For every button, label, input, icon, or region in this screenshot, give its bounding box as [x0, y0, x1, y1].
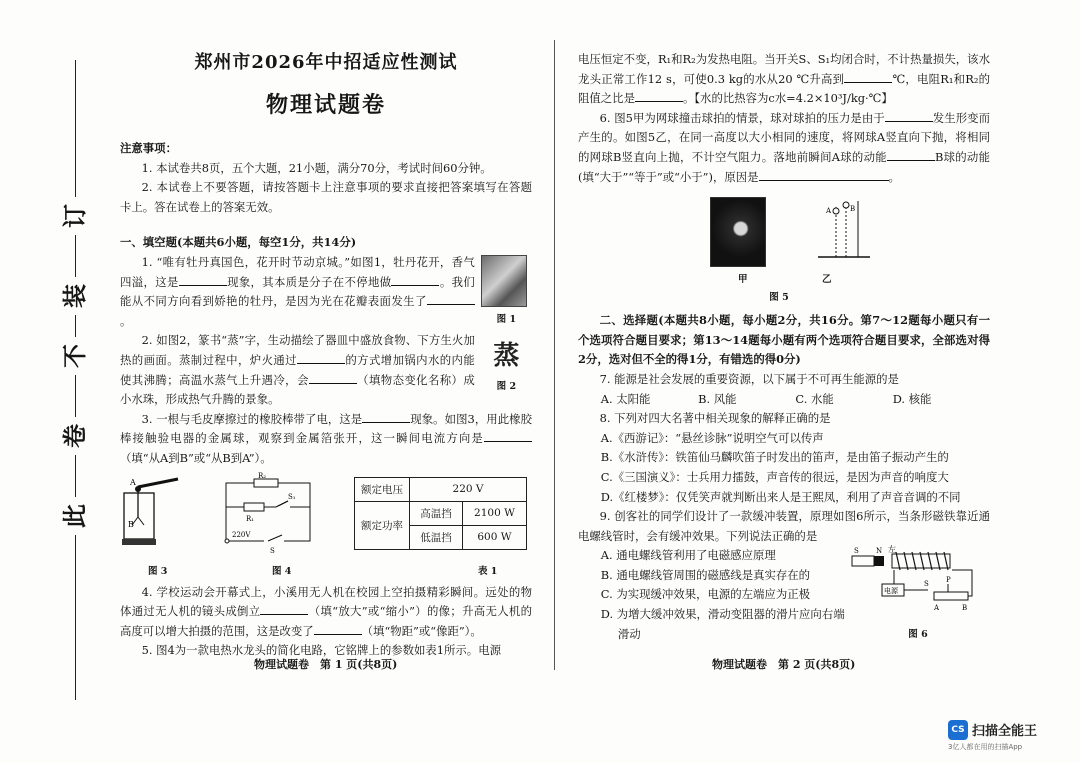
binding-char: 此 [57, 497, 93, 535]
answer-blank[interactable] [362, 410, 410, 423]
notice-item: 2. 本试卷上不要答题，请按答题卡上注意事项的要求直接把答案填写在答题卡上。答在试卷上的答案无效。 [120, 180, 532, 214]
answer-blank[interactable] [427, 292, 475, 305]
q1-q2-text [120, 253, 475, 410]
option-d[interactable]: D. 核能 [892, 391, 932, 406]
table-cell: 额定功率 [355, 501, 410, 549]
question-1: 1. “唯有牡丹真国色，花开时节动京城。”如图1，牡丹花开，香气四溢，这是 现象，其本质是分子在不停地做 。我们能从不同方向看到娇艳的牡丹，是因为光在花瓣表面发生了。 [120, 254, 475, 328]
question-4: 4. 学校运动会开幕式上，小溪用无人机在校园上空拍摄精彩瞬间。远处的物体通过无人机的镜头成倒立 （填“放大”或“缩小”）的像；升高无人机的高度可以增大拍摄的范围，这是改变了 （填“物距”或“像距”）。 [120, 584, 532, 638]
table-cell: 2100 W [462, 501, 526, 525]
label-left: 左 [888, 545, 896, 555]
option-c[interactable]: C. 水能 [795, 391, 834, 406]
label-b: B [128, 519, 134, 529]
label-a: A [130, 477, 136, 487]
question-5: 5. 图4为一款电热水龙头的简化电路，它铭牌上的参数如表1所示。电源 [141, 643, 501, 658]
label-b: B [850, 205, 856, 214]
answer-blank[interactable] [309, 371, 357, 384]
option-d-continued: 滑动 [617, 626, 641, 641]
figs-3-4-table [120, 471, 532, 565]
section-2-heading: 二、选择题(本题共8小题，每小题2分，共16分。第7～12题每小题只有一个选项符合题目要求；第13～14题每小题有两个选项符合题目要求，全部选对得2分，选对但不全的得1分，有错选的得0分) [578, 313, 990, 367]
gap [264, 539, 284, 544]
page-1-footer: 物理试题卷 第 1 页(共8页) [254, 658, 398, 671]
answer-blank[interactable] [391, 273, 439, 286]
camscanner-icon: CS [948, 720, 968, 740]
question-9-body [578, 546, 990, 644]
figure-6-label: 图 6 [908, 629, 928, 641]
figure-4-circuit [224, 471, 336, 557]
label-s: S [854, 547, 859, 556]
page-2-footer: 物理试题卷 第 2 页(共8页) [712, 658, 856, 671]
option-a[interactable]: A. 通电螺线管利用了电磁感应原理 [600, 548, 776, 563]
electroscope-case [124, 493, 154, 539]
figure-5 [710, 197, 990, 271]
rubber-rod [138, 479, 178, 487]
label-a: A [826, 207, 832, 216]
figure-5-sub-labels [738, 271, 990, 285]
label-s: S [270, 546, 275, 555]
label-220v: 220V [232, 530, 251, 539]
logo-name: 扫描全能王 [972, 724, 1038, 739]
table-1-label: 表 1 [478, 565, 498, 577]
figure-4-label: 图 4 [272, 565, 292, 577]
label-b: B [962, 604, 968, 613]
answer-blank[interactable] [759, 168, 889, 181]
answer-blank[interactable] [314, 622, 362, 635]
table-row [355, 501, 527, 525]
page-2 [578, 50, 990, 644]
option-c[interactable]: C.《三国演义》：士兵用力擂鼓，声音传的很远，是因为声音的响度大 [600, 469, 949, 484]
option-a[interactable]: A.《西游记》：“悬丝诊脉”说明空气可以传声 [600, 430, 824, 445]
page-divider [554, 40, 555, 670]
figure-5-label: 图 5 [769, 292, 789, 304]
figure-5b-diagram [814, 197, 874, 267]
binding-char: 不 [57, 337, 93, 375]
label-a: A [934, 604, 940, 613]
section-1-heading: 一、填空题(本题共6小题，每空1分，共14分) [120, 235, 357, 250]
page-1 [120, 42, 532, 661]
ball-a [833, 208, 839, 214]
figure-2-zhuan-glyph: 蒸 [493, 340, 520, 371]
option-a[interactable]: A. 太阳能 [600, 391, 651, 406]
option-d[interactable]: D. 为增大缓冲效果，滑动变阻器的滑片应向右端 [600, 607, 845, 622]
answer-blank[interactable] [179, 273, 227, 286]
label-n: N [876, 547, 883, 556]
label-switch: S [924, 580, 929, 589]
figure-6-solenoid [848, 546, 980, 620]
magnet-s [852, 556, 874, 566]
question-6: 6. 图5甲为网球撞击球拍的情景，球对球拍的压力是由于 发生形变而产生的。如图5乙，在同一高度以大小相同的速度，将网球A竖直向下抛，将相同的网球B竖直向上抛，不计空气阻力。落地前瞬间A球的动能 B球的动能(填“大于”“等于”或“小于”)，原因是 。 [578, 110, 990, 184]
binding-char: 装 [57, 277, 93, 315]
table-1-specs [354, 477, 527, 550]
binding-char: 订 [57, 197, 93, 235]
question-9: 9. 创客社的同学们设计了一款缓冲装置，原理如图6所示，当条形磁铁靠近通电螺线管时，会有缓冲效果。下列说法正确的是 [578, 509, 990, 543]
question-9-options [578, 546, 848, 644]
label-r2: R₂ [258, 471, 267, 480]
binding-line [75, 60, 76, 700]
table-cell: 高温挡 [410, 501, 463, 525]
ball-b [843, 202, 849, 208]
question-2: 2. 如图2，篆书“蒸”字，生动描绘了器皿中盛放食物、下方生火加热的画面。蒸制过程中，炉火通过 的方式增加锅内水的内能使其沸腾；高温水蒸气上升遇冷，会 （填物态变化名称）成小水珠，形成热气升腾的景象。 [120, 333, 475, 407]
question-3: 3. 一根与毛皮摩擦过的橡胶棒带了电，这是 现象。如图3，用此橡胶棒接触验电器的金属球，观察到金属箔张开，这一瞬间电流方向是（填“从A到B”或“从B到A”）。 [120, 411, 532, 465]
question-8: 8. 下列对四大名著中相关现象的解释正确的是 [599, 411, 831, 426]
figs-3-4-labels [120, 563, 532, 577]
option-b[interactable]: B. 风能 [698, 391, 737, 406]
exam-title: 郑州市2026年中招适应性测试 [194, 52, 458, 73]
binding-char: 卷 [57, 417, 93, 455]
question-5-continued: 电压恒定不变，R₁和R₂为发热电阻。当开关S、S₁均闭合时，不计热量损失，该水龙头正常工作12 s，可使0.3 kg的水从20 ℃升高到 ℃，电阻R₁和R₂的阻值之比是 。【水的比热容为c水=4.2×10³J/kg·℃】 [578, 52, 990, 106]
option-c[interactable]: C. 为实现缓冲效果，电源的左端应为正极 [600, 587, 810, 602]
table-cell: 220 V [410, 477, 527, 501]
resistor-r1 [244, 503, 264, 511]
figure-1-peony-photo [481, 255, 527, 307]
answer-blank[interactable] [635, 89, 683, 102]
resistor-r2 [254, 479, 278, 487]
answer-blank[interactable] [885, 109, 933, 122]
label-s1: S₁ [288, 492, 296, 501]
label-power: 电源 [884, 587, 898, 596]
rheostat [934, 592, 968, 600]
answer-blank[interactable] [887, 148, 935, 161]
magnet-n [874, 556, 884, 566]
coil-turns [896, 552, 948, 570]
question-7: 7. 能源是社会发展的重要资源，以下属于不可再生能源的是 [599, 371, 899, 386]
figure-2-label: 图 2 [496, 380, 517, 392]
answer-blank[interactable] [484, 429, 532, 442]
option-b[interactable]: B.《水浒传》：铁笛仙马麟吹笛子时发出的笛声，是由笛子振动产生的 [600, 450, 949, 465]
label-r1: R₁ [246, 514, 255, 523]
figure-3-electroscope [120, 477, 190, 557]
figure-5a-racket-photo [710, 197, 766, 267]
table-cell: 额定电压 [355, 477, 410, 501]
answer-blank[interactable] [297, 351, 345, 364]
figure-6-block [848, 546, 988, 644]
figure-5b-label: 乙 [822, 274, 832, 286]
figure-3-label: 图 3 [148, 565, 168, 577]
notice-item: 1. 本试卷共8页，五个大题，21小题，满分70分，考试时间60分钟。 [141, 160, 492, 175]
terminal [225, 539, 229, 543]
answer-blank[interactable] [260, 602, 308, 615]
electroscope-base [122, 539, 156, 545]
figure-1-label: 图 1 [496, 313, 517, 325]
foil-right [138, 517, 144, 525]
q1-q2-block [120, 253, 532, 410]
scanner-watermark-logo [948, 718, 1074, 758]
question-7-options [578, 390, 990, 410]
figure-5a-label: 甲 [738, 274, 748, 286]
answer-blank[interactable] [844, 70, 892, 83]
table-row [355, 477, 527, 501]
exam-subtitle: 物理试题卷 [265, 92, 386, 118]
binding-margin [0, 0, 112, 763]
label-p: P [946, 576, 951, 585]
figs-1-2 [475, 253, 532, 410]
option-b[interactable]: B. 通电螺线管周围的磁感线是真实存在的 [600, 567, 811, 582]
option-d[interactable]: D.《红楼梦》：仅凭笑声就判断出来人是王熙凤，利用了声音音调的不同 [600, 489, 961, 504]
logo-tagline: 3亿人都在用的扫描App [948, 743, 1023, 751]
notice-heading: 注意事项： [120, 141, 177, 155]
table-cell: 低温挡 [410, 525, 463, 549]
table-cell: 600 W [462, 525, 526, 549]
